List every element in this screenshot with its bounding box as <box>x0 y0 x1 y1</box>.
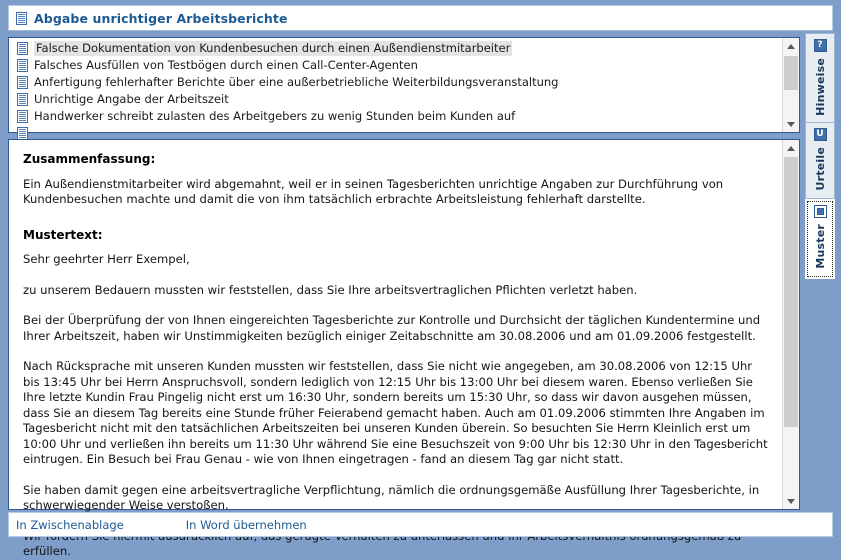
list-item[interactable] <box>9 91 783 108</box>
summary-text: Ein Außendienstmitarbeiter wird abgemahnt, weil er in seinen Tagesberichten unrichtige Angaben zur Durchführung von Kundenbesuchen machte und damit die von ihm tatsächlich erbrachte Arbeitsleistung fehlerhaft darstellte. <box>23 176 724 206</box>
scroll-up-button[interactable] <box>783 38 799 54</box>
letter-paragraph-3: Nach Rücksprache mit unseren Kunden mussten wir feststellen, dass Sie nicht wie angegeben, am 30.08.2006 von 12:15 Uhr bis 13:45 Uhr bei Herrn Anspruchsvoll, sondern lediglich von 12:15 Uhr bis 13:00 Uhr bei diesem waren. Ebenso verließen Sie Ihre letzte Kundin Frau Pingelig nicht erst um 16:30 Uhr, sondern bereits um 15:30 Uhr, so dass wir davon ausgehen müssen, dass Sie an diesem Tag bereits eine Stunde früher Feierabend gemacht haben. Auch am 01.09.2006 stimmten Ihre Angaben im Tagesbericht nicht mit den tatsächlichen Arbeitszeiten bei unseren Kunden überein. So besuchten Sie Herrn Kleinlich erst um 10:00 Uhr und verließen ihn bereits um 11:30 Uhr während Sie eine Besuchszeit von 9:00 Uhr bis 12:30 Uhr in den Tagesbericht eintrugen. Ein Besuch bei Frau Genau - wie von Ihnen eingetragen - fand an diesem Tag gar nicht statt. <box>23 359 768 466</box>
tab-urteile-label: Urteile <box>813 147 827 191</box>
list-item[interactable] <box>9 74 783 91</box>
side-tab-strip <box>805 33 835 288</box>
tab-hinweise[interactable] <box>805 33 835 123</box>
document-scrollbar[interactable] <box>782 140 799 509</box>
list-scrollbar[interactable] <box>782 38 799 132</box>
summary-heading: Zusammenfassung: <box>23 152 156 166</box>
topic-list <box>9 38 783 132</box>
document-icon <box>17 42 28 55</box>
list-item[interactable] <box>9 57 783 74</box>
chevron-up-icon <box>787 146 795 151</box>
letter-paragraph-5: erfüllen. <box>23 544 71 558</box>
scroll-up-button[interactable] <box>783 140 799 156</box>
document-icon <box>17 93 28 106</box>
letter-paragraph-2: Bei der Überprüfung der von Ihnen eingereichten Tagesberichte zur Kontrolle und Durchsicht der täglichen Kundentermine und Ihrer Arbeitszeit, haben wir Unstimmigkeiten bezüglich einiger Zeitabschnitte am 30.08.2006 und am 01.09.2006 festgestellt. <box>23 313 761 343</box>
list-item-label: Unrichtige Angabe der Arbeitszeit <box>34 92 229 106</box>
action-bar <box>8 512 833 537</box>
document-icon <box>17 110 28 123</box>
export-to-word-link[interactable]: In Word übernehmen <box>185 517 307 532</box>
letter-paragraph-4: Sie haben damit gegen eine arbeitsvertragliche Verpflichtung, nämlich die ordnungsgemäße Ausfüllung Ihrer Tagesberichte, in schwerwiegender Weise verstoßen. <box>23 482 760 512</box>
topic-list-panel <box>8 37 800 133</box>
tab-hinweise-label: Hinweise <box>813 58 827 116</box>
list-item-label: Falsche Dokumentation von Kundenbesuchen durch einen Außendienstmitarbeiter <box>36 41 511 55</box>
scrollbar-thumb[interactable] <box>784 157 798 427</box>
list-item[interactable] <box>9 108 783 125</box>
list-item-label: Handwerker schreibt zulasten des Arbeitgebers zu wenig Stunden beim Kunden auf <box>34 109 516 123</box>
list-item-label: Falsches Ausfüllen von Testbögen durch einen Call-Center-Agenten <box>34 58 418 72</box>
page-title-bar <box>8 5 833 31</box>
letter-salutation: Sehr geehrter Herr Exempel, <box>23 252 190 266</box>
chevron-up-icon <box>787 44 795 49</box>
document-icon <box>17 59 28 72</box>
document-icon <box>16 12 27 25</box>
letter-paragraph-1: zu unserem Bedauern mussten wir feststellen, dass Sie Ihre arbeitsvertraglichen Pflichten verletzt haben. <box>23 282 638 297</box>
document-icon <box>17 76 28 89</box>
scroll-down-button[interactable] <box>783 493 799 509</box>
page-title: Abgabe unrichtiger Arbeitsberichte <box>34 10 288 26</box>
tab-muster-label: Muster <box>813 224 827 269</box>
judgement-icon: U <box>814 128 827 141</box>
scrollbar-thumb[interactable] <box>784 56 798 90</box>
copy-to-clipboard-link[interactable]: In Zwischenablage <box>16 517 124 532</box>
chevron-down-icon <box>787 499 795 504</box>
list-item[interactable] <box>9 40 783 57</box>
tab-muster[interactable] <box>805 199 835 279</box>
help-icon: ? <box>814 39 827 52</box>
list-item-label: Anfertigung fehlerhafter Berichte über eine außerbetriebliche Weiterbildungsveranstaltung <box>34 75 559 89</box>
sample-text-heading: Mustertext: <box>23 227 103 242</box>
tab-urteile[interactable] <box>805 123 835 199</box>
scroll-down-button[interactable] <box>783 116 799 132</box>
document-icon <box>814 205 827 218</box>
chevron-down-icon <box>787 122 795 127</box>
